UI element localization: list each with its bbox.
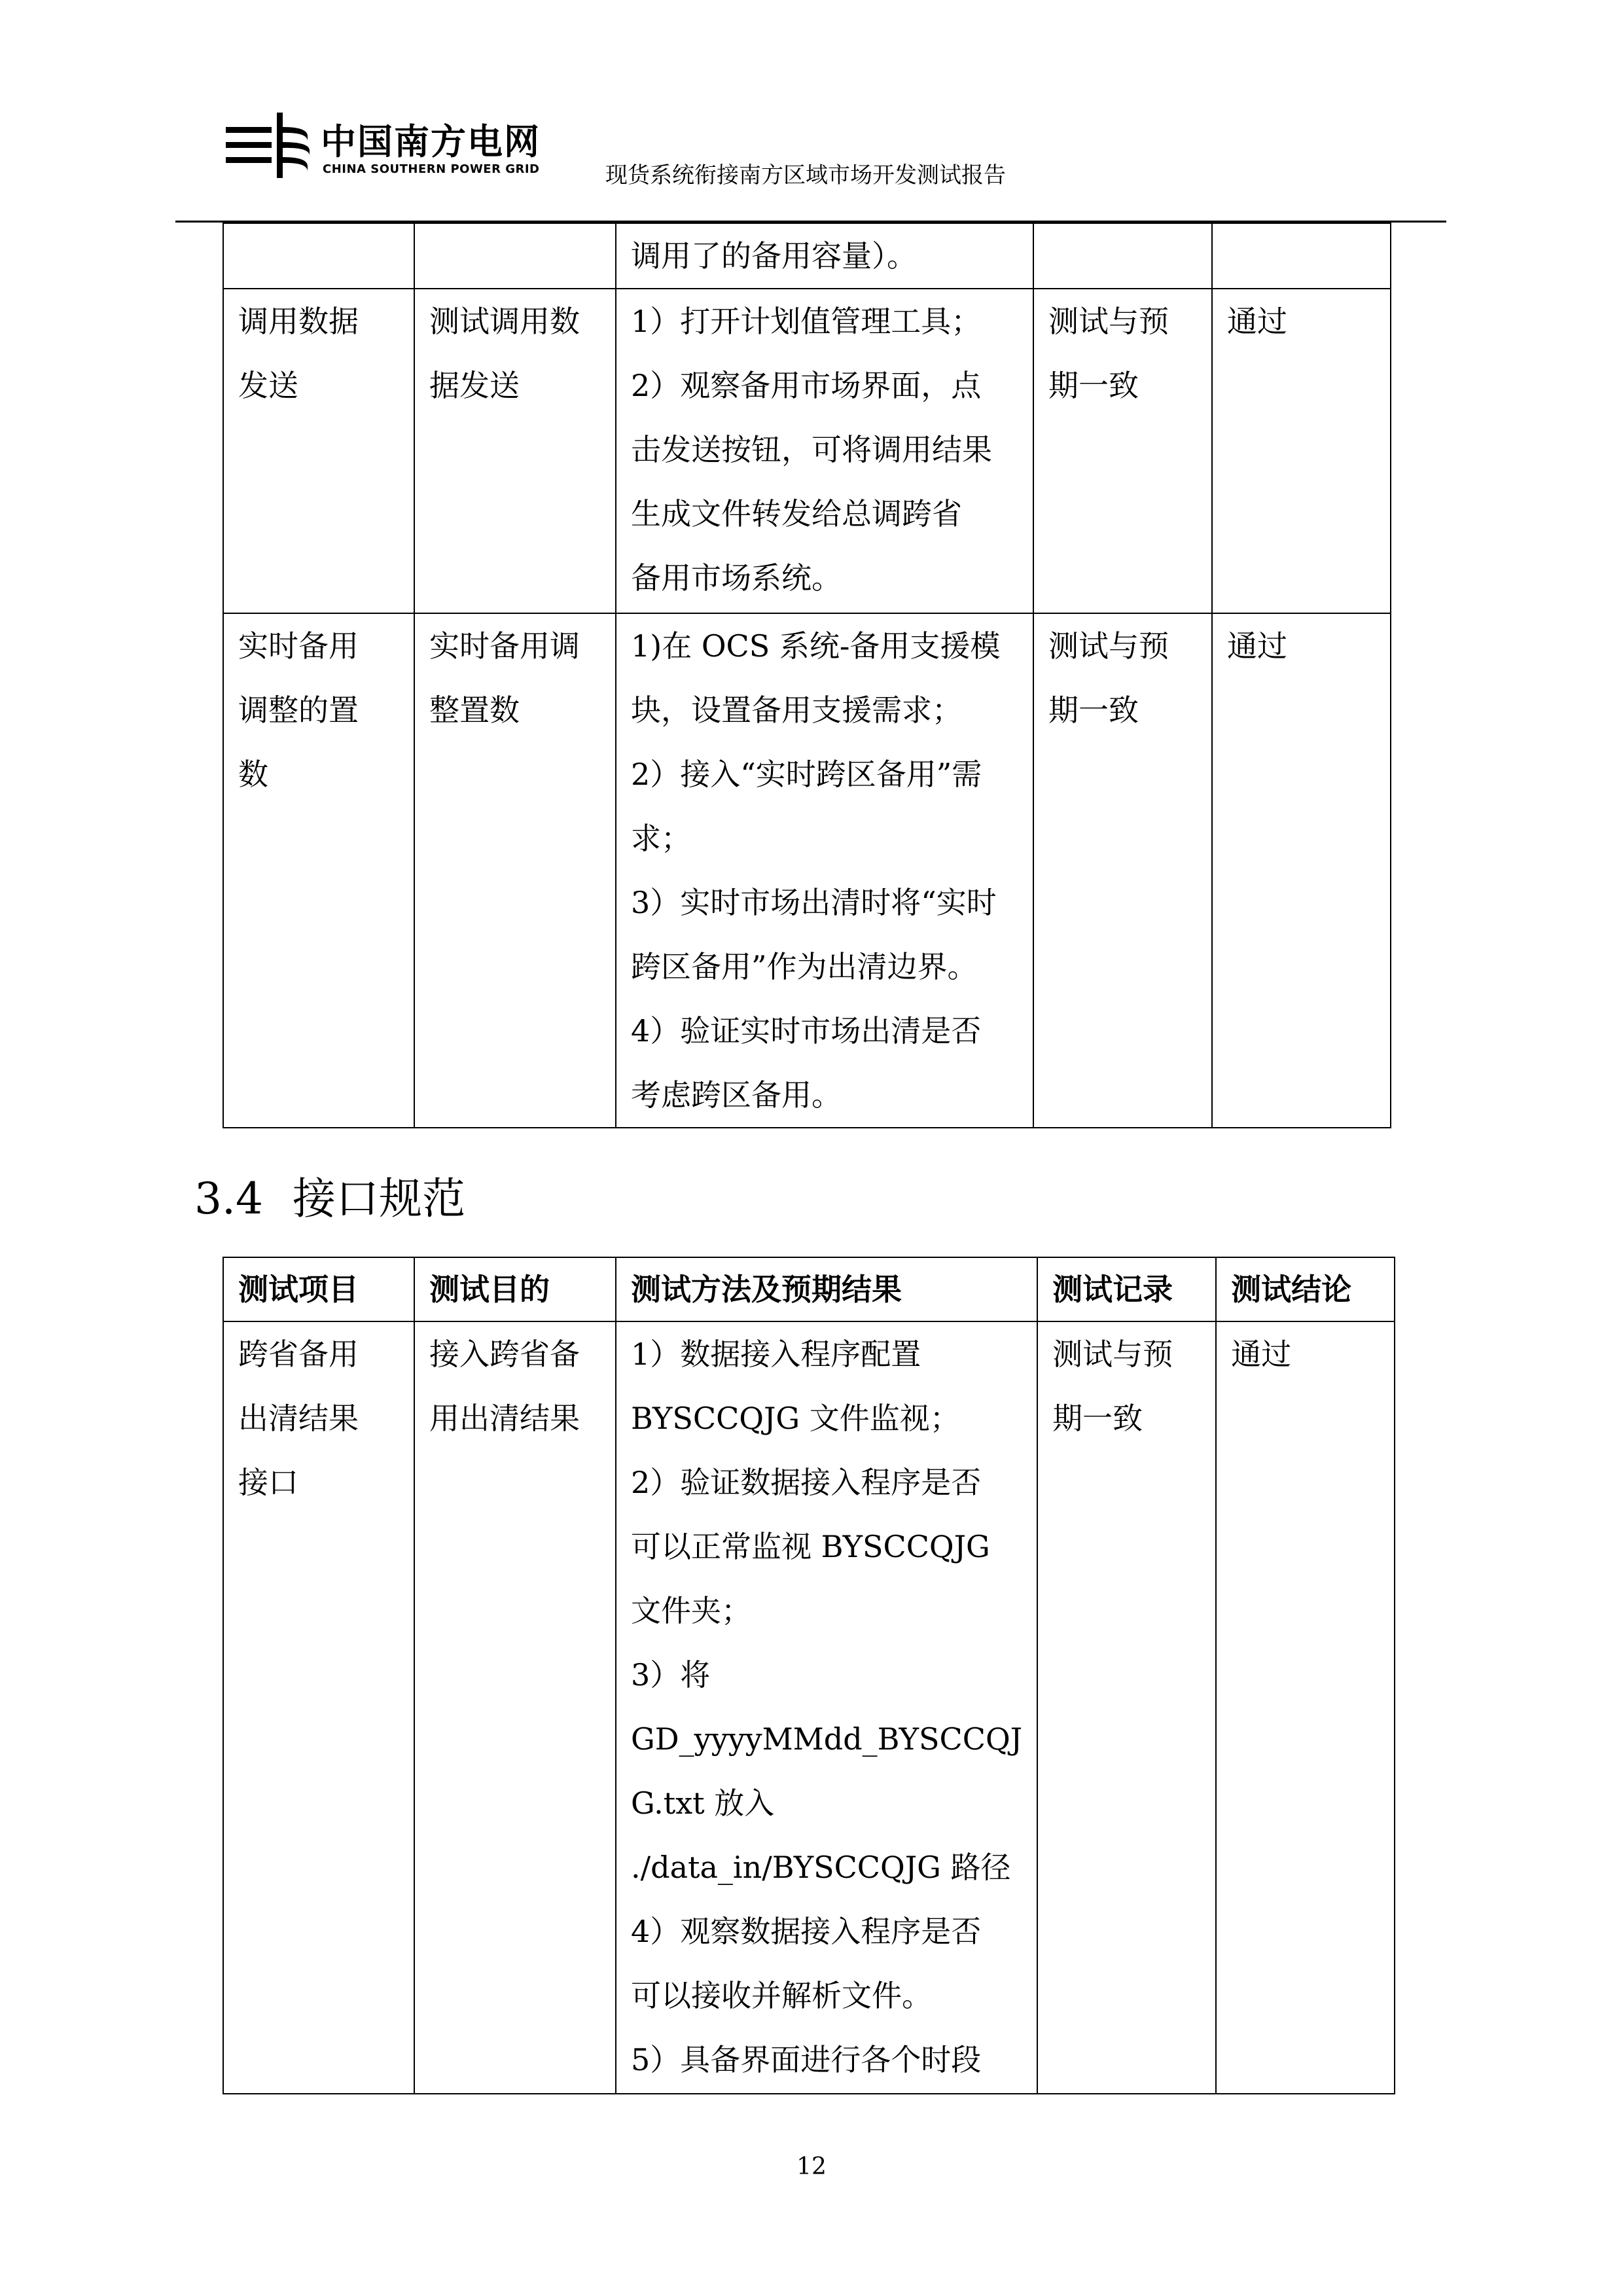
cell-line: 期一致 bbox=[1052, 1401, 1143, 1436]
cell-line: 发送 bbox=[238, 368, 298, 403]
cell-line: 接口 bbox=[238, 1465, 298, 1500]
cell-line: 期一致 bbox=[1048, 692, 1139, 728]
cell-line: 3）将 bbox=[631, 1657, 711, 1693]
cell-line: 调整的置 bbox=[238, 692, 359, 728]
cell-test-method bbox=[616, 223, 1033, 289]
cell-line: 调用了的备用容量）。 bbox=[631, 238, 917, 274]
cell-line: BYSCCQJG 文件监视； bbox=[631, 1401, 960, 1436]
cell-line: GD_yyyyMMdd_BYSCCQJ bbox=[631, 1721, 1023, 1757]
cell-line: 2）观察备用市场界面，点 bbox=[631, 368, 982, 403]
cell-test-item bbox=[223, 1321, 414, 2094]
header-test-purpose: 测试目的 bbox=[414, 1257, 616, 1321]
test-table-continued-body bbox=[223, 223, 1391, 1128]
section-number: 3.4 bbox=[194, 1174, 263, 1224]
cell-line: 5）具备界面进行各个时段 bbox=[631, 2042, 982, 2077]
cell-line: 2）验证数据接入程序是否 bbox=[631, 1465, 982, 1500]
cell-line: 通过 bbox=[1227, 628, 1287, 664]
cell-test-item bbox=[223, 613, 414, 1128]
cell-test-purpose bbox=[414, 613, 616, 1128]
logo-chinese-name: 中国南方电网 bbox=[321, 121, 541, 162]
cell-line: 考虑跨区备用。 bbox=[631, 1077, 842, 1113]
cell-line: 测试调用数 bbox=[429, 304, 580, 339]
interface-test-table bbox=[223, 1257, 1395, 2094]
logo-english-name: CHINA SOUTHERN POWER GRID bbox=[323, 162, 540, 176]
header-test-method: 测试方法及预期结果 bbox=[616, 1257, 1037, 1321]
cell-line: 1）数据接入程序配置 bbox=[631, 1336, 921, 1372]
cell-test-conclusion bbox=[1212, 613, 1391, 1128]
cell-line: 备用市场系统。 bbox=[631, 560, 842, 596]
interface-test-table-body bbox=[223, 1321, 1395, 2094]
cell-line: 整置数 bbox=[429, 692, 520, 728]
cell-line: 实时备用 bbox=[238, 628, 359, 664]
cell-line: 1）打开计划值管理工具； bbox=[631, 304, 982, 339]
section-title: 接口规范 bbox=[293, 1174, 465, 1224]
cell-test-purpose bbox=[414, 289, 616, 613]
table-row bbox=[223, 289, 1391, 613]
cell-line: 期一致 bbox=[1048, 368, 1139, 403]
table-row bbox=[223, 613, 1391, 1128]
table-row bbox=[223, 1321, 1395, 2094]
cell-line: 用出清结果 bbox=[429, 1401, 580, 1436]
cell-line: 4）验证实时市场出清是否 bbox=[631, 1013, 982, 1049]
cell-test-record bbox=[1037, 1321, 1216, 2094]
cell-line: 跨区备用”作为出清边界。 bbox=[631, 949, 978, 984]
cell-line: 跨省备用 bbox=[238, 1336, 359, 1372]
cell-line: 击发送按钮，可将调用结果 bbox=[631, 432, 992, 467]
cell-line: 生成文件转发给总调跨省 bbox=[631, 496, 962, 531]
cell-line: 文件夹； bbox=[631, 1593, 751, 1628]
cell-test-item bbox=[223, 223, 414, 289]
header-test-item: 测试项目 bbox=[223, 1257, 414, 1321]
cell-line: 3）实时市场出清时将“实时 bbox=[631, 885, 997, 920]
cell-line: ./data_in/BYSCCQJG 路径 bbox=[631, 1850, 1011, 1885]
cell-line: 测试与预 bbox=[1052, 1336, 1173, 1372]
cell-line: 接入跨省备 bbox=[429, 1336, 580, 1372]
cell-test-method bbox=[616, 613, 1033, 1128]
cell-line: 数 bbox=[238, 757, 268, 792]
table-header-row bbox=[223, 1257, 1395, 1321]
cell-test-purpose bbox=[414, 223, 616, 289]
cell-line: 可以正常监视 BYSCCQJG bbox=[631, 1529, 990, 1564]
table-row bbox=[223, 223, 1391, 289]
cell-test-purpose bbox=[414, 1321, 616, 2094]
cell-test-method bbox=[616, 1321, 1037, 2094]
cell-line: 实时备用调 bbox=[429, 628, 580, 664]
cell-line: 调用数据 bbox=[238, 304, 359, 339]
cell-line: 测试与预 bbox=[1048, 304, 1169, 339]
cell-test-record bbox=[1033, 613, 1212, 1128]
cell-test-item bbox=[223, 289, 414, 613]
cell-test-conclusion bbox=[1212, 223, 1391, 289]
company-logo bbox=[226, 113, 579, 178]
cell-test-conclusion bbox=[1212, 289, 1391, 613]
header-test-record: 测试记录 bbox=[1037, 1257, 1216, 1321]
cell-line: 4）观察数据接入程序是否 bbox=[631, 1914, 982, 1949]
csg-logo-mark-icon bbox=[226, 113, 314, 178]
cell-line: 2）接入“实时跨区备用”需 bbox=[631, 757, 982, 792]
cell-test-conclusion bbox=[1216, 1321, 1395, 2094]
cell-line: G.txt 放入 bbox=[631, 1785, 775, 1821]
cell-test-method bbox=[616, 289, 1033, 613]
document-header-title: 现货系统衔接南方区域市场开发测试报告 bbox=[605, 162, 1006, 188]
cell-line: 出清结果 bbox=[238, 1401, 359, 1436]
cell-line: 通过 bbox=[1231, 1336, 1292, 1372]
cell-line: 通过 bbox=[1227, 304, 1287, 339]
cell-line: 据发送 bbox=[429, 368, 520, 403]
cell-line: 可以接收并解析文件。 bbox=[631, 1978, 932, 2013]
test-table-continued bbox=[223, 223, 1391, 1128]
cell-test-record bbox=[1033, 289, 1212, 613]
cell-line: 1)在 OCS 系统-备用支援模 bbox=[631, 628, 1001, 664]
cell-line: 块，设置备用支援需求； bbox=[631, 692, 962, 728]
cell-line: 测试与预 bbox=[1048, 628, 1169, 664]
section-heading bbox=[194, 1164, 465, 1226]
cell-line: 求； bbox=[631, 821, 691, 856]
page-number: 12 bbox=[796, 2153, 827, 2180]
cell-test-record bbox=[1033, 223, 1212, 289]
header-test-conclusion: 测试结论 bbox=[1216, 1257, 1395, 1321]
